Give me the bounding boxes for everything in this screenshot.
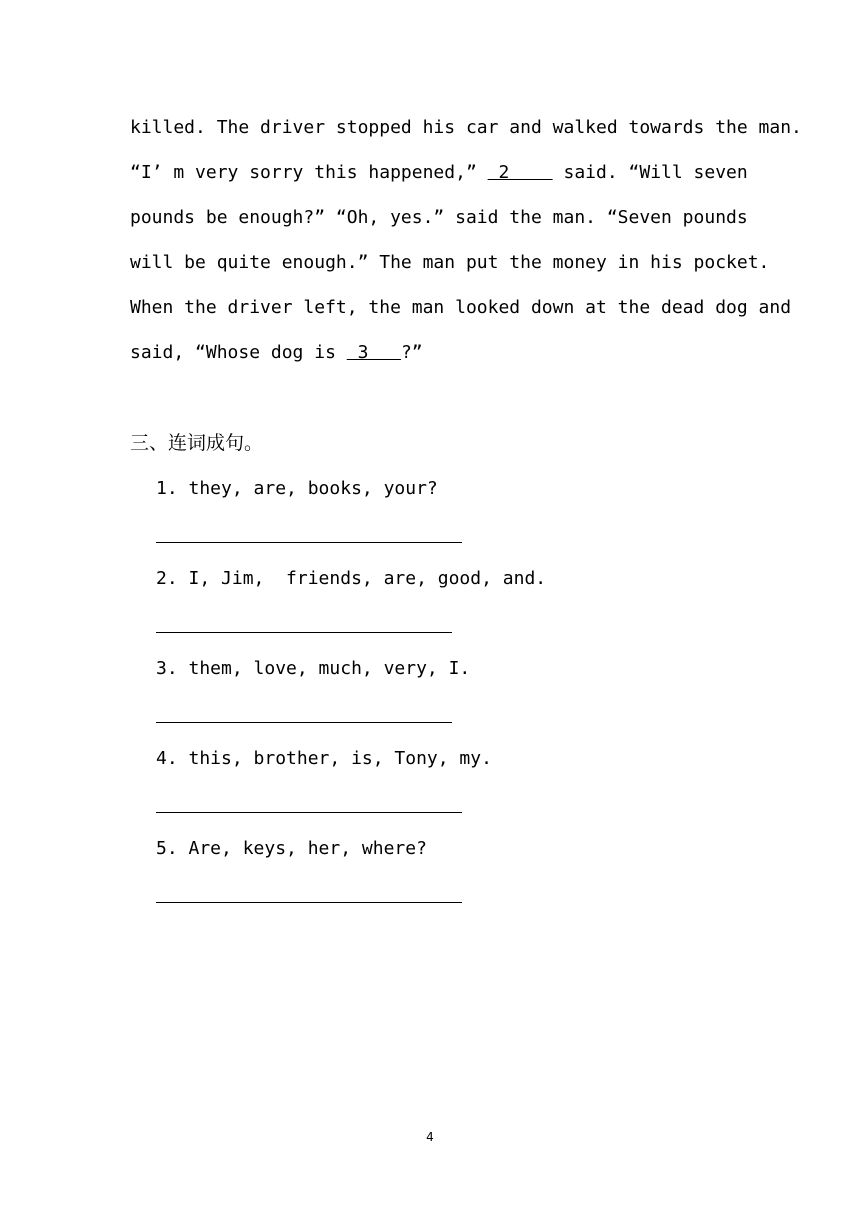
answer-line-3[interactable]: [156, 722, 452, 723]
blank-3: 3: [346, 342, 401, 363]
passage-line-4: will be quite enough.” The man put the money in his pocket.: [130, 252, 770, 273]
exercise-item-1: 1. they, are, books, your?: [156, 478, 438, 499]
passage-line-3: pounds be enough?” “Oh, yes.” said the man. “Seven pounds: [130, 207, 748, 228]
passage-line-2-end: said. “Will seven: [552, 162, 748, 183]
section-heading: 三、连词成句。: [130, 432, 264, 454]
passage-line-6: [130, 341, 730, 365]
blank-2: 2: [487, 162, 553, 183]
exercise-item-5: 5. Are, keys, her, where?: [156, 838, 427, 859]
passage-line-6-start: said, “Whose dog is: [130, 342, 347, 363]
passage-line-2: [130, 161, 748, 185]
answer-line-1[interactable]: [156, 542, 462, 543]
exercise-item-3: 3. them, love, much, very, I.: [156, 658, 471, 679]
answer-line-5[interactable]: [156, 902, 462, 903]
exercise-item-4: 4. this, brother, is, Tony, my.: [156, 748, 492, 769]
passage-line-2-start: “I’ m very sorry this happened,”: [130, 162, 488, 183]
exercise-item-2: 2. I, Jim, friends, are, good, and.: [156, 568, 547, 589]
passage-line-1: killed. The driver stopped his car and walked towards the man.: [130, 117, 802, 138]
passage-line-6-end: ?”: [400, 342, 423, 363]
passage-line-5: When the driver left, the man looked down at the dead dog and: [130, 297, 792, 318]
answer-line-2[interactable]: [156, 632, 452, 633]
answer-line-4[interactable]: [156, 812, 462, 813]
page-number: 4: [426, 1130, 434, 1144]
